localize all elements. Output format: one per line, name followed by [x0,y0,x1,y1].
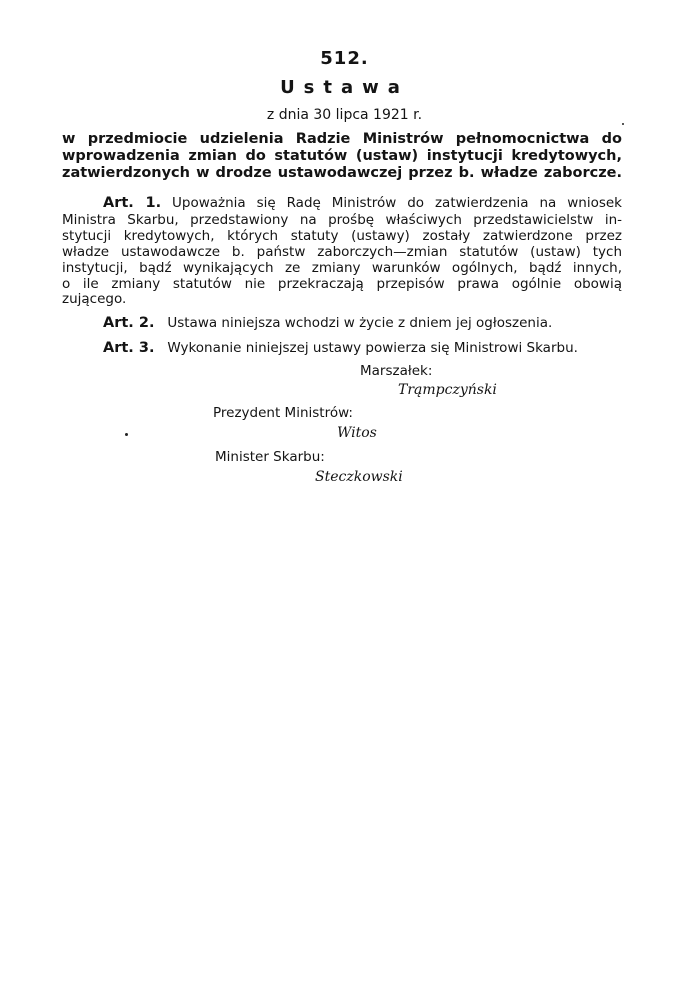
signature-role-prezydent: Prezydent Ministrów: [213,405,353,421]
art3 [103,340,578,356]
date-line: z dnia 30 lipca 1921 r. [266,107,423,123]
art1-line-6: o ile zmiany statutów nie przekraczają przepisów prawa ogólnie obowią [62,276,622,292]
signature-role-marszalek: Marszałek: [360,363,433,379]
signature-name-marszalek: Trąmpczyński [398,382,497,398]
page-number: 512. [320,48,369,69]
signature-name-minister: Steczkowski [315,469,403,485]
subject-line-2: wprowadzenia zmian do statutów (ustaw) instytucji kredytowych, [62,148,622,164]
scan-speck [125,433,128,436]
art1-line-5: instytucji, bądź wynikających ze zmiany warunków ogólnych, bądź innych, [62,260,622,276]
art1-first-line [103,195,622,211]
subject-line-3: zatwierdzonych w drodze ustawodawczej przez b. władze zaborcze. [62,165,622,181]
art1-line-4: władze ustawodawcze b. państw zaborczych—zmian statutów (ustaw) tych [62,244,622,260]
art2-label: Art. 2. [103,315,155,331]
art2-text: Ustawa niniejsza wchodzi w życie z dniem jej ogłoszenia. [167,315,553,331]
subject-line-1: w przedmiocie udzielenia Radzie Ministrów pełnomocnictwa do [62,131,622,147]
art2 [103,315,552,331]
signature-name-prezydent: Witos [337,425,377,441]
document-title: Ustawa [280,77,409,98]
art1-label: Art. 1. [103,195,162,211]
art1-line-7: zującego. [62,291,127,307]
art1-line-2: Ministra Skarbu, przedstawiony na prośbę właściwych przedstawicielstw in- [62,212,622,228]
scan-speck [622,123,624,125]
signature-role-minister: Minister Skarbu: [215,449,325,465]
art1-first-text: Upoważnia się Radę Ministrów do zatwierdzenia na wniosek [172,195,622,211]
art3-text: Wykonanie niniejszej ustawy powierza się Ministrowi Skarbu. [167,340,578,356]
art1-line-3: stytucji kredytowych, których statuty (ustawy) zostały zatwierdzone przez [62,228,622,244]
art3-label: Art. 3. [103,340,155,356]
